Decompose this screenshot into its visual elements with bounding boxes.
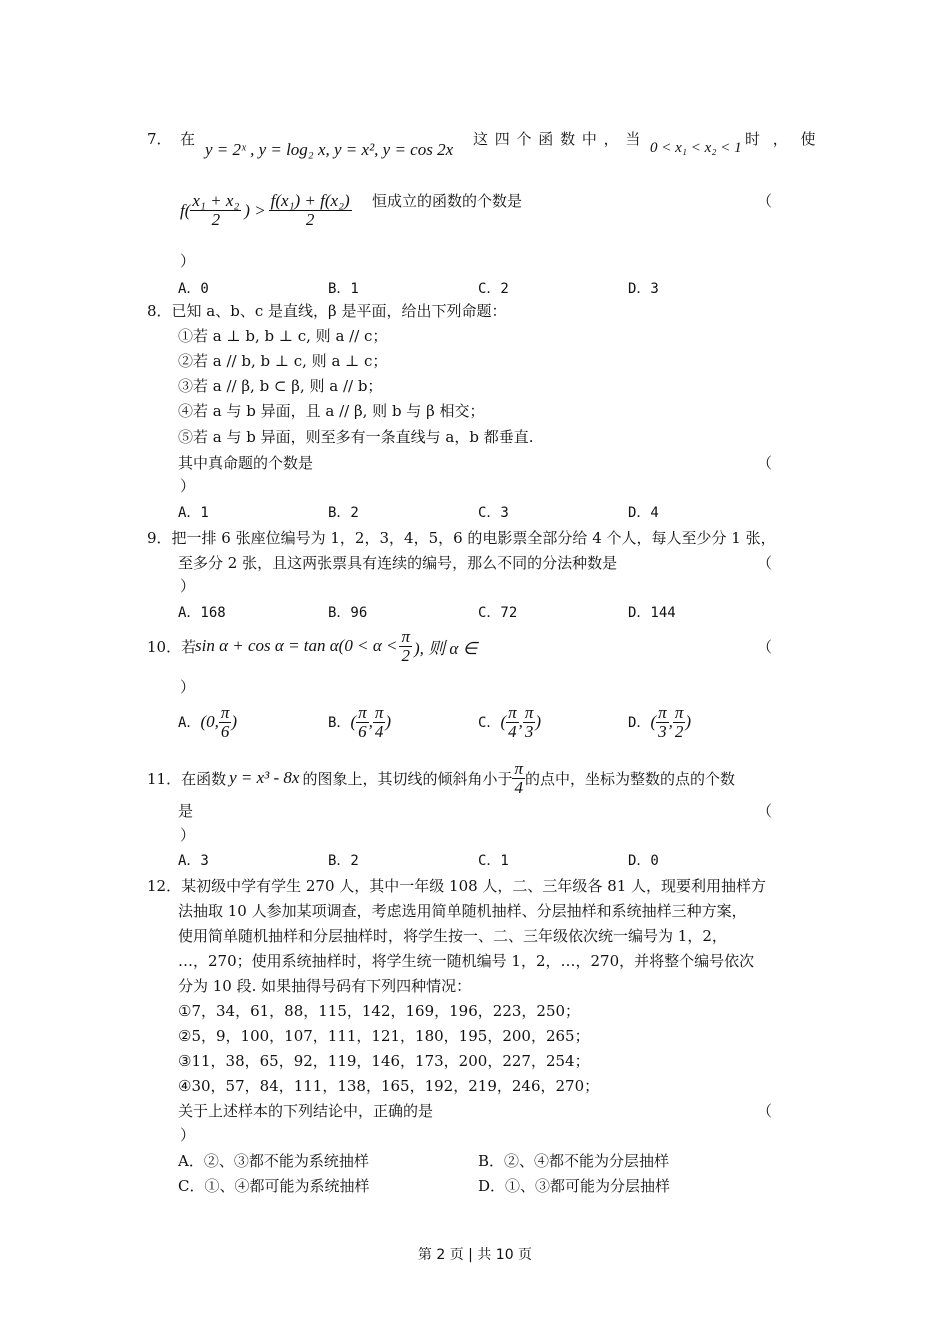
q10-option-c-close: )	[535, 712, 542, 731]
q10-option-d	[628, 700, 691, 744]
q10-frac-num: π	[401, 626, 410, 646]
q10-option-c-den1: 4	[508, 721, 517, 741]
q11-option-d: D．0	[628, 853, 659, 869]
q12-line-5: 分为 10 段. 如果抽得号码有下列四种情况：	[178, 977, 472, 995]
q9-paren-close: ）	[180, 577, 196, 595]
q12-option-b: B．②、④都不能为分层抽样	[478, 1152, 670, 1170]
q7-mid: 这 四 个 函 数 中 ， 当	[473, 130, 641, 148]
q10-option-d-num1: π	[658, 702, 667, 722]
q7-frac2-num: f(x₁) + f(x₂)	[270, 191, 350, 210]
q10-option-a-open: (0,	[200, 712, 219, 731]
q10-option-b-open: (	[350, 712, 357, 731]
q10-option-b-frac2	[373, 704, 386, 741]
q10-option-c-frac2	[523, 704, 536, 741]
q12-sample-2: ②5，9，100，107，111，121，180，195，200，265；	[178, 1027, 590, 1045]
q9-option-b: B．96	[328, 605, 368, 621]
q10-option-a-den: 6	[220, 721, 230, 741]
q7-pre: 在	[180, 130, 196, 148]
q8-option-a: A．1	[178, 505, 209, 521]
q10-expression	[195, 624, 477, 668]
q12-line-2: 法抽取 10 人参加某项调查，考虑选用简单随机抽样、分层抽样和系统抽样三种方案，	[178, 902, 747, 920]
q8-option-c: C．3	[478, 505, 509, 521]
q8-option-d: D．4	[628, 505, 659, 521]
q7-option-b: B．1	[328, 281, 359, 297]
q10-option-b-den1: 6	[358, 721, 367, 741]
q10-option-b-close: )	[385, 712, 392, 731]
q10-option-c-open: (	[500, 712, 507, 731]
q11-option-b: B．2	[328, 853, 359, 869]
q12-paren-open: （	[757, 1102, 773, 1120]
q12-sample-1: ①7，34，61，88，115，142，169，196，223，250；	[178, 1002, 581, 1020]
q7-inequality	[180, 192, 352, 229]
q10-option-c-den2: 3	[524, 721, 534, 741]
q11-line-2: 是	[178, 802, 194, 820]
q11-frac	[512, 760, 525, 797]
q12-option-a: A．②、③都不能为系统抽样	[178, 1152, 369, 1170]
q7-ineq-f: f(	[180, 200, 191, 220]
q7-ineq-gt: ) >	[244, 200, 266, 220]
q7-option-c: C．2	[478, 281, 509, 297]
q8-item-2: ②若 a // b, b ⊥ c, 则 a ⊥ c；	[178, 352, 388, 370]
q10-option-c-sep: ,	[518, 712, 523, 731]
q8-item-4: ④若 a 与 b 异面，且 a // β, 则 b 与 β 相交；	[178, 402, 485, 420]
q10-option-c-label: C．	[478, 715, 501, 731]
q10-paren-open: （	[757, 638, 773, 656]
q10-option-c-frac1	[506, 704, 519, 741]
q7-paren-close: ）	[180, 252, 196, 270]
q9-line-1: 9．把一排 6 张座位编号为 1，2，3，4，5，6 的电影票全部分给 4 个人，每人至少分 1 张，	[147, 529, 776, 547]
q10-option-c-num2: π	[524, 702, 534, 722]
q10-option-b	[328, 700, 391, 744]
q10-option-c	[478, 700, 541, 744]
q10-option-d-open: (	[650, 712, 657, 731]
q10-option-a-close: )	[231, 712, 238, 731]
q11-option-c: C．1	[478, 853, 509, 869]
q12-question: 关于上述样本的下列结论中，正确的是	[178, 1102, 434, 1120]
q10-paren-close: ）	[180, 678, 196, 696]
q10-option-c-num1: π	[508, 702, 517, 722]
q12-line-4: …，270；使用系统抽样时，将学生统一随机编号 1，2，…，270，并将整个编号依次	[178, 952, 755, 970]
q8-item-3: ③若 a // β, b ⊂ β, 则 a // b；	[178, 377, 383, 395]
q10-option-d-den2: 2	[674, 721, 684, 741]
q10-option-a	[178, 700, 237, 744]
q11-frac-den: 4	[514, 777, 523, 797]
q7-paren-open: （	[757, 192, 773, 210]
q7-option-a: A．0	[178, 281, 209, 297]
q9-paren-open: （	[757, 554, 773, 572]
q10-option-a-num: π	[220, 702, 230, 722]
q7-frac2	[269, 192, 352, 229]
q7-post: 时 ， 使	[745, 130, 816, 148]
q10-option-d-den1: 3	[658, 721, 667, 741]
q11-option-a: A．3	[178, 853, 209, 869]
q7-option-d: D．3	[628, 281, 659, 297]
q10-number: 10．若	[147, 638, 197, 656]
q11-paren-open: （	[757, 802, 773, 820]
q10-option-b-num2: π	[374, 702, 384, 722]
q9-option-a: A．168	[178, 605, 226, 621]
q11-pre: 11．在函数	[147, 769, 227, 788]
q11-post: 的点中，坐标为整数的点的个数	[525, 769, 736, 788]
q8-item-1: ①若 a ⊥ b, b ⊥ c, 则 a // c；	[178, 327, 388, 345]
q10-option-b-num1: π	[358, 702, 367, 722]
q10-option-a-frac	[219, 704, 232, 741]
q11-function: y = x³ - 8x	[229, 768, 300, 787]
q10-option-a-label: A．	[178, 715, 201, 731]
q10-option-b-frac1	[356, 704, 369, 741]
q10-option-b-den2: 4	[374, 721, 384, 741]
q10-option-b-label: B．	[328, 715, 351, 731]
q12-option-d: D．①、③都可能为分层抽样	[478, 1177, 671, 1195]
q10-tail: ), 则 α ∈	[414, 638, 478, 658]
q8-question: 其中真命题的个数是	[178, 454, 314, 472]
q12-sample-3: ③11，38，65，92，119，146，173，200，227，254；	[178, 1052, 590, 1070]
q11-mid: 的图象上，其切线的倾斜角小于	[302, 769, 513, 788]
q7-frac2-den: 2	[305, 210, 315, 229]
q7-functions: y = 2ˣ , y = log₂ x, y = x², y = cos 2x	[205, 140, 454, 159]
q8-paren-open: （	[757, 454, 773, 472]
q9-option-d: D．144	[628, 605, 676, 621]
q7-frac1-den: 2	[211, 210, 221, 229]
q7-condition: 0 < x₁ < x₂ < 1	[650, 140, 742, 156]
q9-line-2: 至多分 2 张，且这两张票具有连续的编号，那么不同的分法种数是	[178, 554, 618, 572]
q10-option-d-sep: ,	[668, 712, 673, 731]
q10-option-d-label: D．	[628, 715, 651, 731]
q11-paren-close: ）	[180, 826, 196, 844]
q7-number: 7．	[147, 130, 172, 148]
q12-line-1: 12．某初级中学有学生 270 人，其中一年级 108 人，二、三年级各 81 人，现要利用抽样方	[147, 877, 767, 895]
q9-option-c: C．72	[478, 605, 518, 621]
q10-option-d-num2: π	[674, 702, 684, 722]
q10-frac	[399, 628, 412, 665]
q8-item-5: ⑤若 a 与 b 异面，则至多有一条直线与 a，b 都垂直.	[178, 428, 534, 446]
q12-paren-close: ）	[180, 1126, 196, 1144]
q8-stem: 8．已知 a、b、c 是直线，β 是平面，给出下列命题：	[147, 302, 507, 320]
q10-option-d-close: )	[685, 712, 692, 731]
q7-frac1-num: x₁ + x₂	[192, 191, 240, 210]
q10-expr: sin α + cos α = tan α(0 < α <	[195, 636, 398, 655]
q7-frac1	[190, 192, 241, 229]
q11-frac-num: π	[514, 758, 524, 778]
q7-stem-end: 恒成立的函数的个数是	[372, 192, 523, 210]
q10-option-b-sep: ,	[368, 712, 373, 731]
q10-option-d-frac1	[656, 704, 669, 741]
q8-option-b: B．2	[328, 505, 359, 521]
page-footer: 第 2 页 | 共 10 页	[417, 1247, 533, 1263]
q12-option-c: C．①、④都可能为系统抽样	[178, 1177, 370, 1195]
q12-line-3: 使用简单随机抽样和分层抽样时，将学生按一、二、三年级依次统一编号为 1，2，	[178, 927, 727, 945]
q10-frac-den: 2	[401, 645, 410, 665]
q10-option-d-frac2	[673, 704, 686, 741]
q12-sample-4: ④30，57，84，111，138，165，192，219，246，270；	[178, 1077, 600, 1095]
q8-paren-close: ）	[180, 477, 196, 495]
q11-line-1	[147, 756, 735, 800]
